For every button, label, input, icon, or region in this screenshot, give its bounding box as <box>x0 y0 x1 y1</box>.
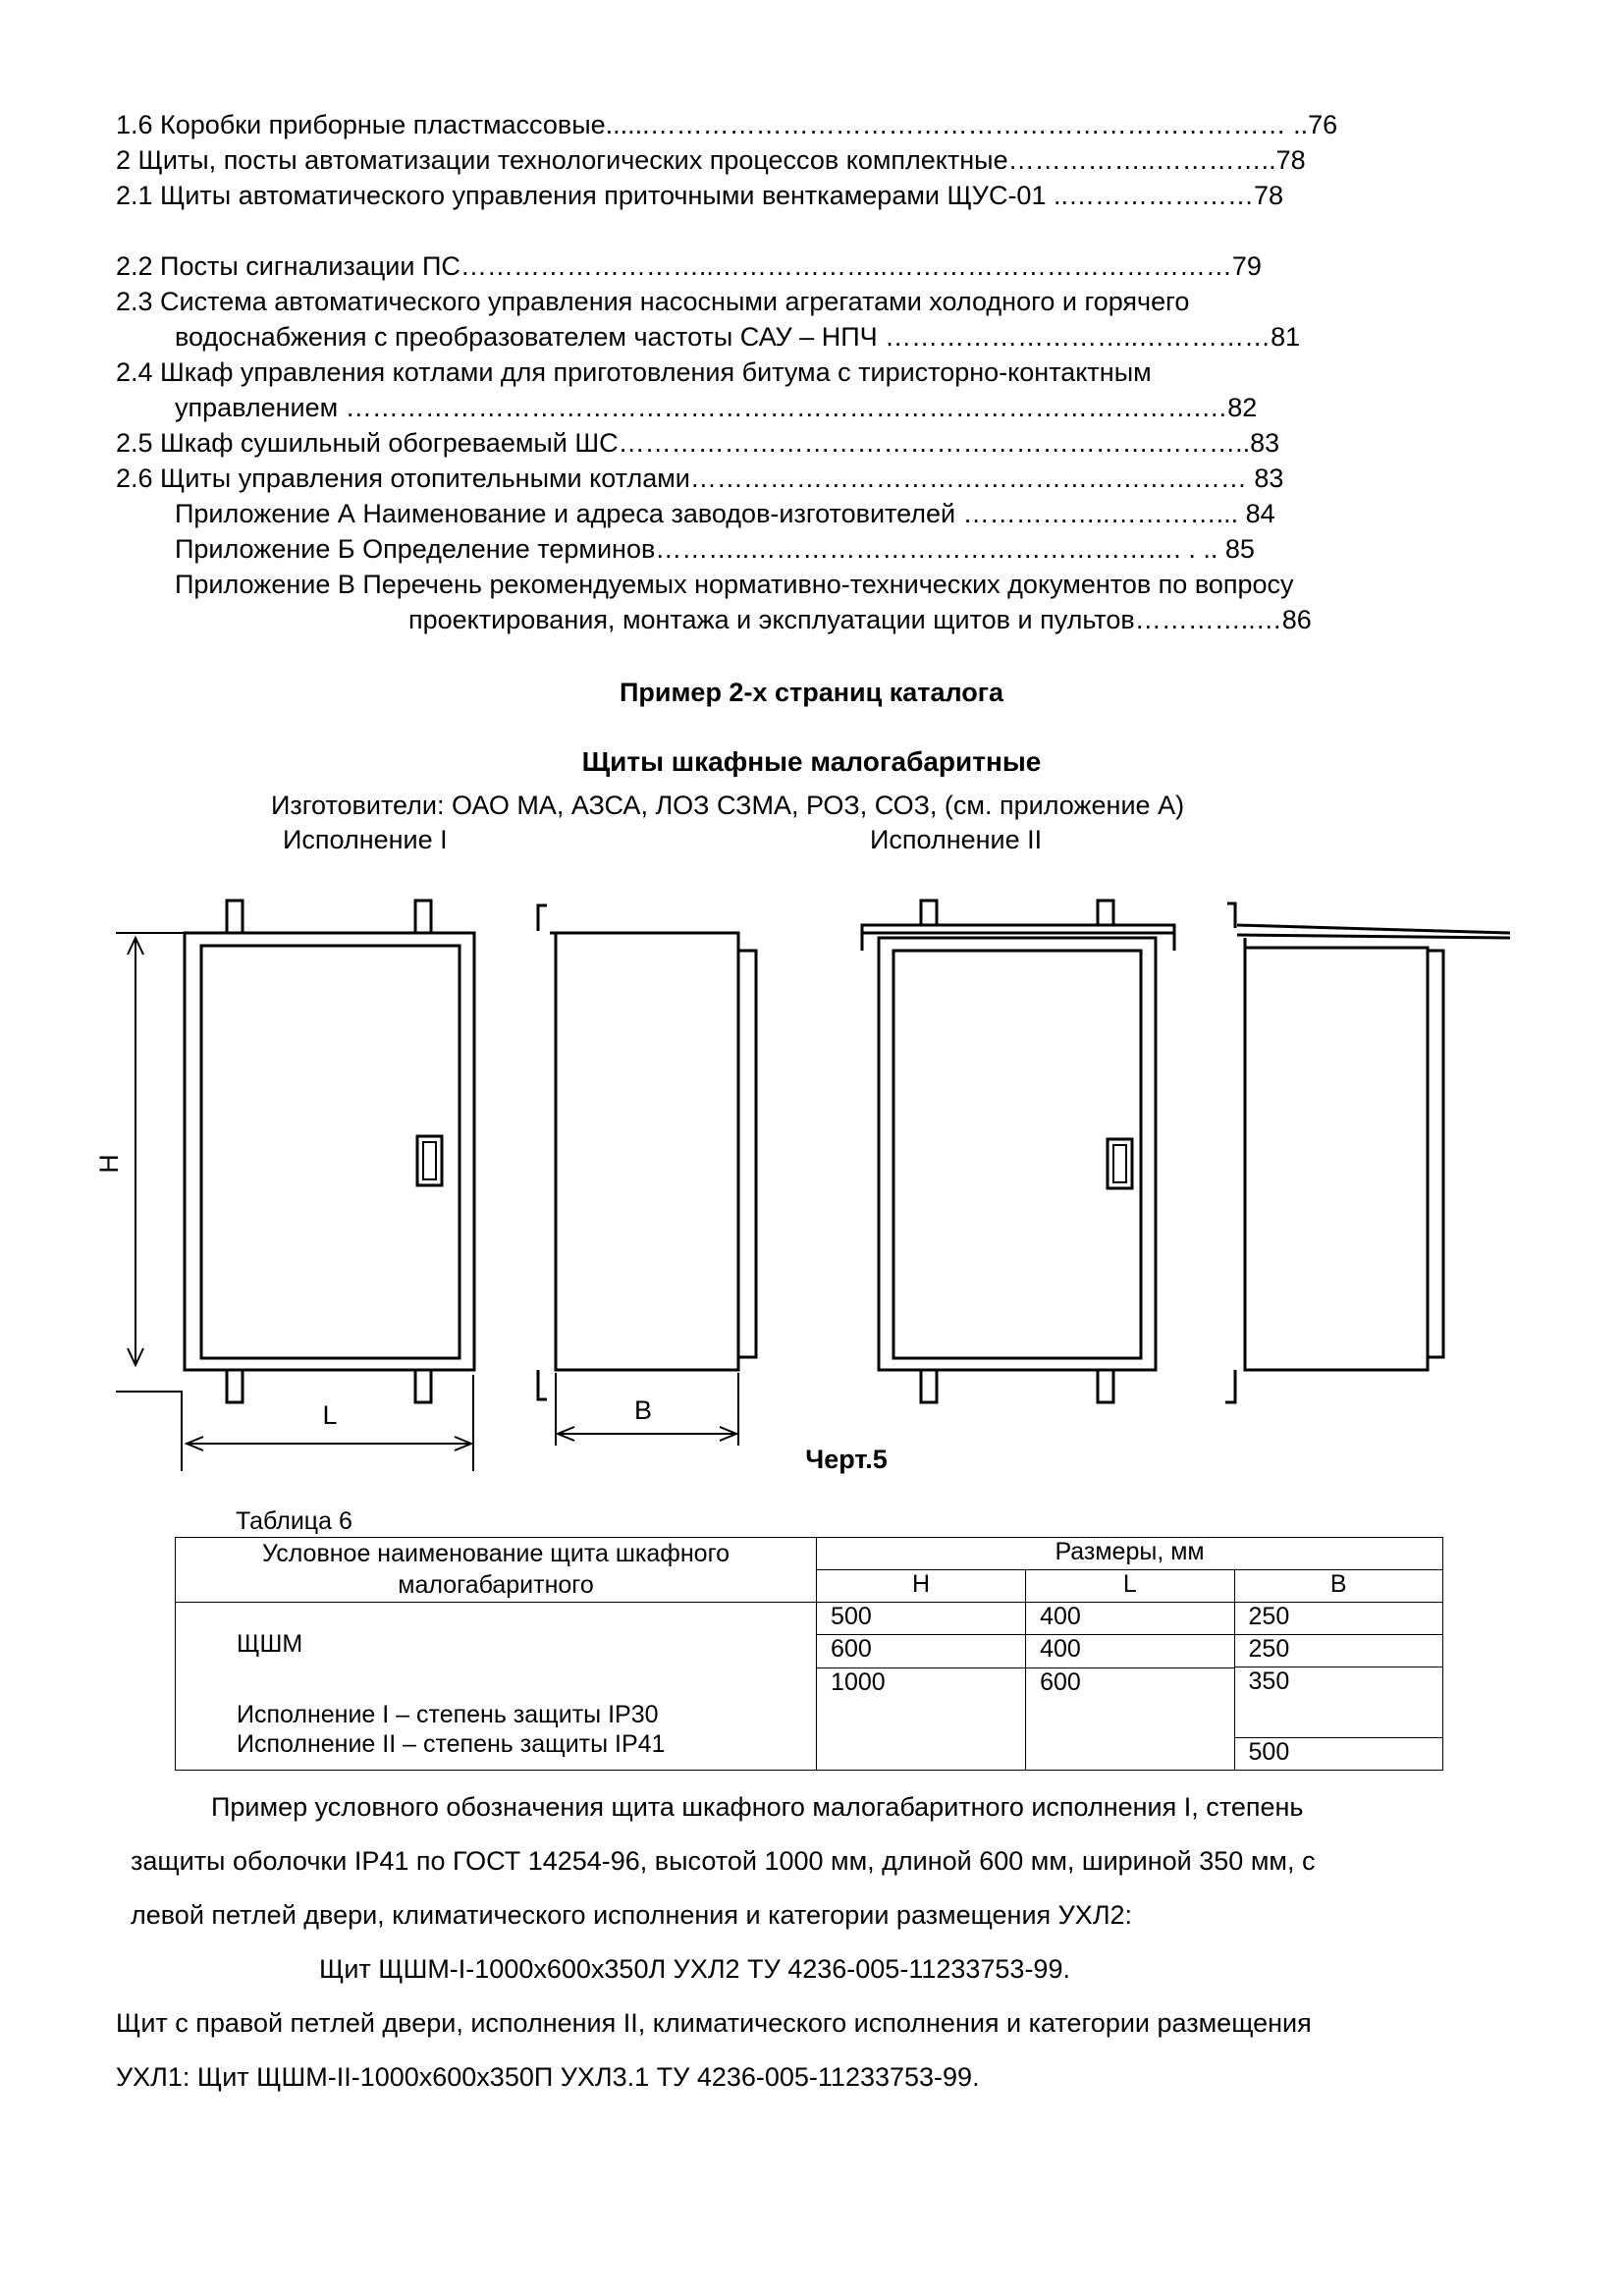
dimensions-table <box>175 1537 1443 1771</box>
h-label: H <box>94 1154 124 1174</box>
table-caption: Таблица 6 <box>236 1507 352 1535</box>
name-cell <box>176 1603 817 1771</box>
example-para-line: Пример условного обозначения щита шкафного малогабаритного исполнения I, степень <box>211 1792 1304 1822</box>
drawing-caption: Черт.5 <box>805 1445 888 1474</box>
table-cell: 1000 <box>817 1667 1026 1770</box>
toc-line: 2.5 Шкаф сушильный обогреваемый ШС…………………………………………………….………..83 <box>116 428 1280 458</box>
toc-line: проектирования, монтажа и эксплуатации щитов и пультов…………..…86 <box>408 605 1312 634</box>
name-variant-2: Исполнение II – степень защиты IP41 <box>237 1730 666 1758</box>
table-cell: 350 <box>1234 1667 1442 1738</box>
b-label: B <box>633 1395 653 1425</box>
table-cell: 500 <box>1234 1738 1442 1771</box>
sub-header-l: L <box>1026 1570 1234 1603</box>
toc-line: 2.4 Шкаф управления котлами для приготовления битума с тиристорно-контактным <box>116 357 1152 387</box>
variant-1-front-view <box>185 901 474 1402</box>
header-sizes: Размеры, мм <box>817 1538 1443 1570</box>
l-label: L <box>322 1400 338 1430</box>
example-para-line: Щит с правой петлей двери, исполнения II, климатического исполнения и категории размещения <box>116 2008 1312 2038</box>
name-main: ЩШМ <box>237 1630 303 1658</box>
table-cell: 500 <box>817 1603 1026 1635</box>
variant-1-side-view <box>538 905 756 1399</box>
toc-line: 2.6 Щиты управления отопительными котлами……………………………………………………… 83 <box>116 464 1284 493</box>
section-title: Щиты шкафные малогабаритные <box>581 746 1042 777</box>
example-para-line: УХЛ1: Щит ЩШМ-II-1000х600х350П УХЛ3.1 ТУ 4236-005-11233753-99. <box>116 2062 980 2092</box>
toc-line: управлением …………………………………………………………………………………….…82 <box>175 393 1258 422</box>
toc-line: Приложение Б Определение терминов………..…………………………………………. . .. 85 <box>175 534 1255 564</box>
table-cell: 600 <box>1026 1667 1234 1770</box>
designation-1: Щит ЩШМ-I-1000х600х350Л УХЛ2 ТУ 4236-005-11233753-99. <box>319 1954 1070 1984</box>
table-cell: 400 <box>1026 1635 1234 1668</box>
toc-line: 2.2 Посты сигнализации ПС………………………..………………..…………………………………79 <box>116 251 1262 281</box>
name-variant-1: Исполнение I – степень защиты IP30 <box>237 1701 659 1728</box>
h-dimension <box>116 933 185 1471</box>
toc-line: 2 Щиты, посты автоматизации технологических процессов комплектные……………..…………..78 <box>116 145 1306 175</box>
example-para-line: защиты оболочки IP41 по ГОСТ 14254-96, высотой 1000 мм, длиной 600 мм, шириной 350 мм, с <box>131 1846 1316 1876</box>
table-cell: 250 <box>1234 1603 1442 1635</box>
header-name: Условное наименование щита шкафного малогабаритного <box>261 1540 730 1599</box>
manufacturers-line: Изготовители: ОАО МА, АЗСА, ЛОЗ СЗМА, РОЗ, СОЗ, (см. приложение А) <box>271 791 1185 820</box>
cabinet-drawing <box>0 864 1623 1493</box>
table-cell: 400 <box>1026 1603 1234 1635</box>
toc-line: Приложение В Перечень рекомендуемых нормативно-технических документов по вопросу <box>175 570 1294 599</box>
variant-2-label: Исполнение II <box>870 825 1043 854</box>
toc-line: 2.3 Система автоматического управления насосными агрегатами холодного и горячего <box>116 287 1190 316</box>
sub-header-h: H <box>817 1570 1026 1603</box>
toc-line: 1.6 Коробки приборные пластмассовые......……………………………………………………………… ..76 <box>116 110 1338 139</box>
toc-line: Приложение А Наименование и адреса заводов-изготовителей ……………..…………... 84 <box>175 499 1275 528</box>
toc-line: 2.1 Щиты автоматического управления приточными венткамерами ЩУС-01 ..…………………78 <box>116 181 1284 210</box>
toc-line: водоснабжения с преобразователем частоты САУ – НПЧ ………………………..……………81 <box>175 322 1301 352</box>
table-cell: 250 <box>1234 1635 1442 1667</box>
table-cell: 600 <box>817 1635 1026 1668</box>
variant-2-front-view <box>862 901 1174 1402</box>
example-para-line: левой петлей двери, климатического исполнения и категории размещения УХЛ2: <box>131 1900 1133 1930</box>
variant-1-label: Исполнение I <box>283 825 448 854</box>
sub-header-b: B <box>1234 1570 1442 1603</box>
example-heading: Пример 2-х страниц каталога <box>619 678 1004 707</box>
header-name-cell <box>176 1538 817 1603</box>
variant-2-side-view <box>1225 903 1510 1402</box>
